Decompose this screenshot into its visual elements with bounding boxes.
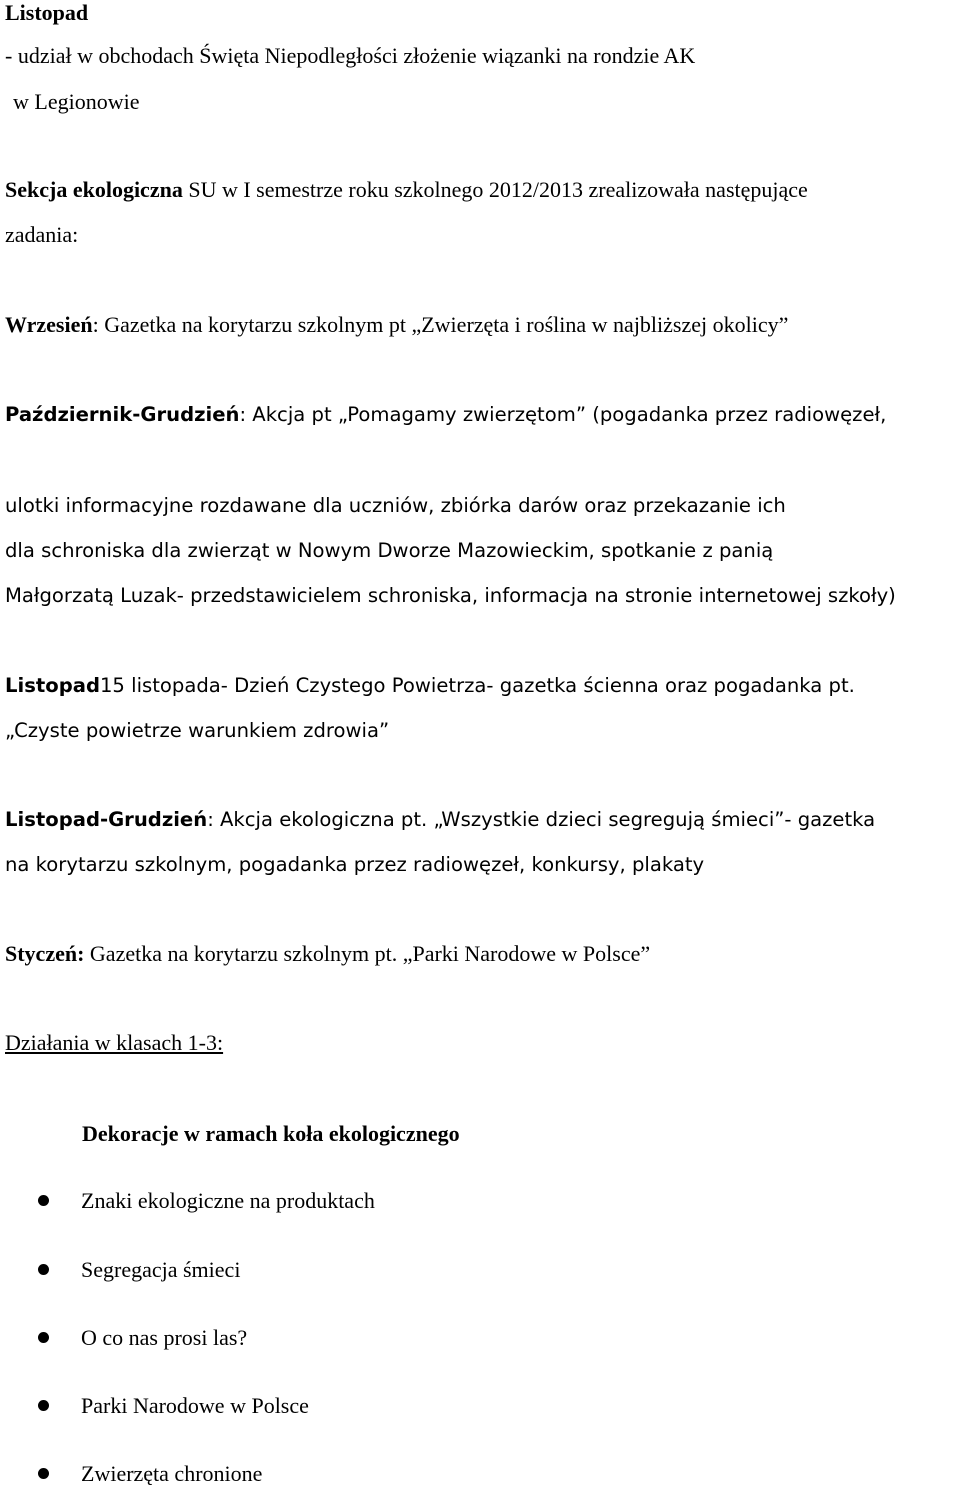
list-item-text: O co nas prosi las? xyxy=(81,1325,248,1350)
list-item-text: Parki Narodowe w Polsce xyxy=(81,1393,309,1418)
list-item xyxy=(0,1188,960,1218)
pazdziernik-line-2: ulotki informacyjne rozdawane dla uczniów, zbiórka darów oraz przekazanie ich xyxy=(5,494,786,517)
listopad-grudzien-line-2: na korytarzu szkolnym, pogadanka przez radiowęzeł, konkursy, plakaty xyxy=(5,853,705,876)
pazdziernik-line-4: Małgorzatą Luzak- przedstawicielem schroniska, informacja na stronie internetowej szkoły) xyxy=(5,584,896,607)
pazdziernik-line-1: Październik-Grudzień: Akcja pt „Pomagamy zwierzętom” (pogadanka przez radiowęzeł, xyxy=(5,403,887,426)
bullet-icon xyxy=(38,1195,49,1206)
list-item xyxy=(0,1461,960,1491)
ekologiczna-line-2: zadania: xyxy=(5,222,79,247)
list-item xyxy=(0,1393,960,1423)
klasy-subheading: Dekoracje w ramach koła ekologicznego xyxy=(82,1121,460,1146)
styczen-line: Styczeń: Gazetka na korytarzu szkolnym pt. „Parki Narodowe w Polsce” xyxy=(5,941,651,966)
list-item-text: Segregacja śmieci xyxy=(81,1257,241,1282)
listopad-grudzien-line-1: Listopad-Grudzień: Akcja ekologiczna pt. „Wszystkie dzieci segregują śmieci”- gazetka xyxy=(5,808,876,831)
listopad15-line-2: „Czyste powietrze warunkiem zdrowia” xyxy=(5,719,390,742)
list-item xyxy=(0,1325,960,1355)
wrzesien-line: Wrzesień: Gazetka na korytarzu szkolnym pt „Zwierzęta i roślina w najbliższej okolicy” xyxy=(5,312,789,337)
bullet-icon xyxy=(38,1468,49,1479)
heading-listopad: Listopad xyxy=(5,0,89,25)
list-item-text: Znaki ekologiczne na produktach xyxy=(81,1188,375,1213)
pazdziernik-line-3: dla schroniska dla zwierząt w Nowym Dworze Mazowieckim, spotkanie z panią xyxy=(5,539,774,562)
bullet-icon xyxy=(38,1332,49,1343)
bullet-icon xyxy=(38,1400,49,1411)
klasy-heading: Działania w klasach 1-3: xyxy=(5,1030,224,1055)
bullet-icon xyxy=(38,1264,49,1275)
listopad-line-1: - udział w obchodach Święta Niepodległości złożenie wiązanki na rondzie AK xyxy=(5,43,696,68)
list-item-text: Zwierzęta chronione xyxy=(81,1461,263,1486)
listopad-line-2: w Legionowie xyxy=(13,89,140,114)
ekologiczna-line-1: Sekcja ekologiczna SU w I semestrze roku szkolnego 2012/2013 zrealizowała następujące xyxy=(5,177,808,202)
list-item xyxy=(0,1257,960,1287)
listopad15-line-1: Listopad15 listopada- Dzień Czystego Powietrza- gazetka ścienna oraz pogadanka pt. xyxy=(5,674,855,697)
